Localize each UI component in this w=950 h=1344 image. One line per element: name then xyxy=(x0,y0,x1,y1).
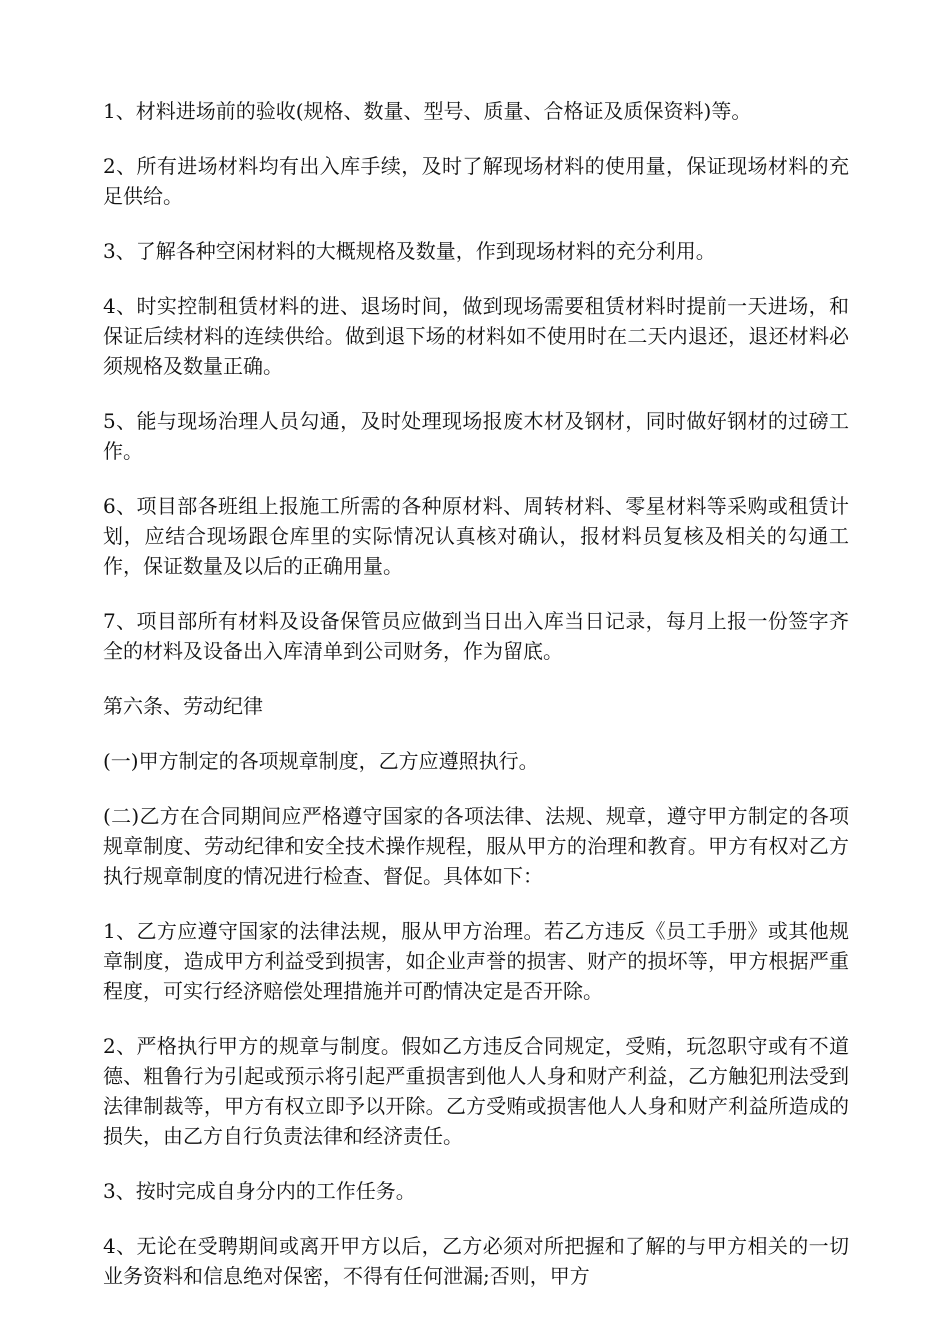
paragraph-material-acceptance: 1、材料进场前的验收(规格、数量、型号、质量、合格证及质保资料)等。 xyxy=(103,99,752,123)
paragraph-clause-two: (二)乙方在合同期间应严格遵守国家的各项法律、法规、规章，遵守甲方制定的各项规章制度、劳动纪律和安全技术操作规程，服从甲方的治理和教育。甲方有权对乙方执行规章制度的情况进行检查、督促。具体如下： xyxy=(103,804,849,888)
section-heading-labor-discipline: 第六条、劳动纪律 xyxy=(103,694,263,718)
paragraph-strict-rules: 2、严格执行甲方的规章与制度。假如乙方违反合同规定，受贿，玩忽职守或有不道德、粗鲁行为引起或预示将引起严重损害到他人人身和财产利益，乙方触犯刑法受到法律制裁等，甲方有权立即予以开除。乙方受贿或损害他人人身和财产利益所造成的损失，由乙方自行负责法律和经济责任。 xyxy=(103,1034,849,1148)
document-body xyxy=(103,96,849,1316)
paragraph-procurement-plan: 6、项目部各班组上报施工所需的各种原材料、周转材料、零星材料等采购或租赁计划，应结合现场跟仓库里的实际情况认真核对确认，报材料员复核及相关的勾通工作，保证数量及以后的正确用量。 xyxy=(103,494,849,578)
paragraph-complete-tasks: 3、按时完成自身分内的工作任务。 xyxy=(103,1179,416,1203)
paragraph-clause-one: (一)甲方制定的各项规章制度，乙方应遵照执行。 xyxy=(103,749,539,773)
paragraph-daily-records: 7、项目部所有材料及设备保管员应做到当日出入库当日记录，每月上报一份签字齐全的材料及设备出入库清单到公司财务，作为留底。 xyxy=(103,609,849,663)
paragraph-confidentiality: 4、无论在受聘期间或离开甲方以后，乙方必须对所把握和了解的与甲方相关的一切业务资料和信息绝对保密，不得有任何泄漏;否则，甲方 xyxy=(103,1234,849,1288)
paragraph-leased-materials: 4、时实控制租赁材料的进、退场时间，做到现场需要租赁材料时提前一天进场，和保证后续材料的连续供给。做到退下场的材料如不使用时在二天内退还，退还材料必须规格及数量正确。 xyxy=(103,294,849,378)
paragraph-obey-laws: 1、乙方应遵守国家的法律法规，服从甲方治理。若乙方违反《员工手册》或其他规章制度，造成甲方利益受到损害，如企业声誉的损害、财产的损坏等，甲方根据严重程度，可实行经济赔偿处理措施并可酌情决定是否开除。 xyxy=(103,919,849,1003)
paragraph-scrap-handling: 5、能与现场治理人员勾通，及时处理现场报废木材及钢材，同时做好钢材的过磅工作。 xyxy=(103,409,849,463)
paragraph-stock-procedures: 2、所有进场材料均有出入库手续，及时了解现场材料的使用量，保证现场材料的充足供给。 xyxy=(103,154,849,208)
paragraph-idle-materials: 3、了解各种空闲材料的大概规格及数量，作到现场材料的充分利用。 xyxy=(103,239,716,263)
